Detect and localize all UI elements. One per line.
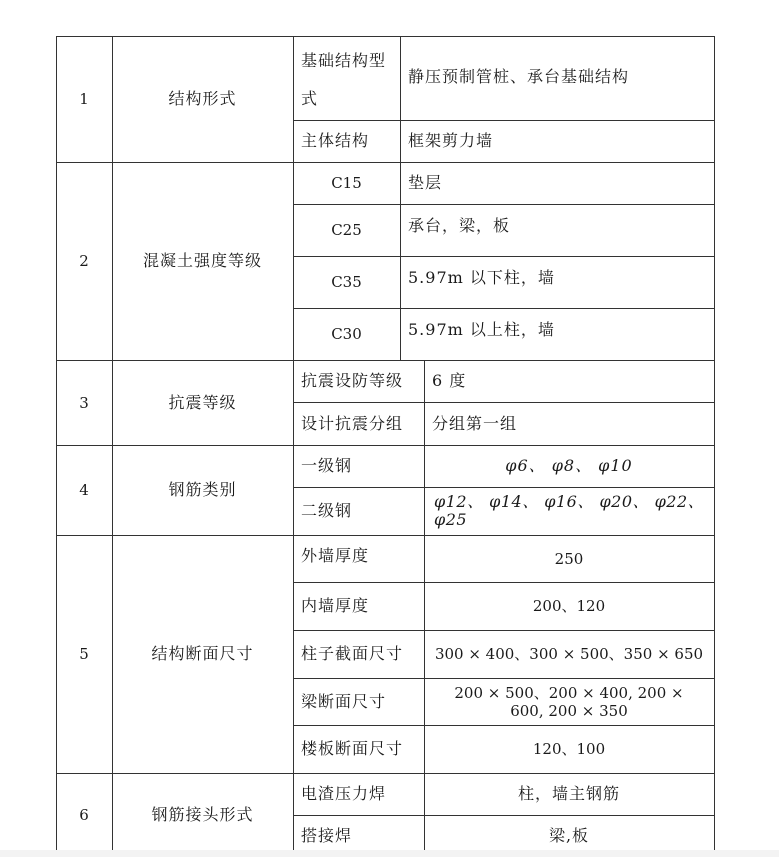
item-name: 梁断面尺寸 <box>301 691 387 711</box>
item-value: 柱，墙主钢筋 <box>517 784 620 803</box>
item-name: C30 <box>331 325 362 343</box>
row-number: 6 <box>79 806 89 824</box>
item-value: 300 × 400、300 × 500、350 × 650 <box>434 645 704 663</box>
item-name: 抗震设防等级 <box>301 371 404 390</box>
row-category: 结构形式 <box>168 89 237 108</box>
row-number: 1 <box>79 90 89 108</box>
item-value: 框架剪力墙 <box>408 131 494 150</box>
item-name: 电渣压力焊 <box>301 784 387 803</box>
item-name: C35 <box>331 273 362 291</box>
item-value: 垫层 <box>408 173 443 192</box>
row-category: 结构断面尺寸 <box>151 644 254 663</box>
item-name: 搭接焊 <box>301 826 353 845</box>
item-name: 柱子截面尺寸 <box>301 644 404 663</box>
row-number: 5 <box>79 645 89 663</box>
item-name: C25 <box>331 221 362 239</box>
item-name: 外墙厚度 <box>301 546 370 565</box>
item-name: C15 <box>331 174 362 192</box>
item-name: 一级钢 <box>301 456 353 475</box>
row-number: 2 <box>79 252 89 270</box>
item-value: 静压预制管桩、承台基础结构 <box>408 67 630 86</box>
item-name: 基础结构型式 <box>301 51 387 108</box>
item-name: 楼板断面尺寸 <box>301 739 404 758</box>
item-value: φ6、 φ8、 φ10 <box>505 456 633 475</box>
item-value: φ12、 φ14、 φ16、 φ20、 φ22、 φ25 <box>434 492 705 529</box>
item-name: 内墙厚度 <box>301 596 370 615</box>
row-number: 3 <box>79 393 89 412</box>
item-value: 承台，梁，板 <box>408 216 511 235</box>
item-value: 梁,板 <box>548 826 590 845</box>
item-value: 5.97m 以上柱，墙 <box>408 320 555 339</box>
item-value: 200 × 500、200 × 400, 200 × 600, 200 × 350 <box>454 683 684 720</box>
item-value: 5.97m 以下柱，墙 <box>408 268 555 287</box>
item-name: 二级钢 <box>301 501 353 520</box>
row-category: 钢筋接头形式 <box>151 805 254 824</box>
item-name: 设计抗震分组 <box>301 413 404 433</box>
row-category: 抗震等级 <box>168 392 237 412</box>
item-name: 主体结构 <box>301 131 370 150</box>
item-value: 分组第一组 <box>432 413 518 433</box>
row-category: 混凝土强度等级 <box>142 251 262 270</box>
row-number: 4 <box>79 481 89 499</box>
item-value: 120、100 <box>532 740 606 758</box>
table-border-right <box>714 36 715 850</box>
item-value: 250 <box>554 549 584 568</box>
page-bottom-edge <box>0 850 779 857</box>
row-category: 钢筋类别 <box>168 480 237 499</box>
item-value: 200、120 <box>532 597 606 615</box>
item-value: 6 度 <box>432 371 467 390</box>
